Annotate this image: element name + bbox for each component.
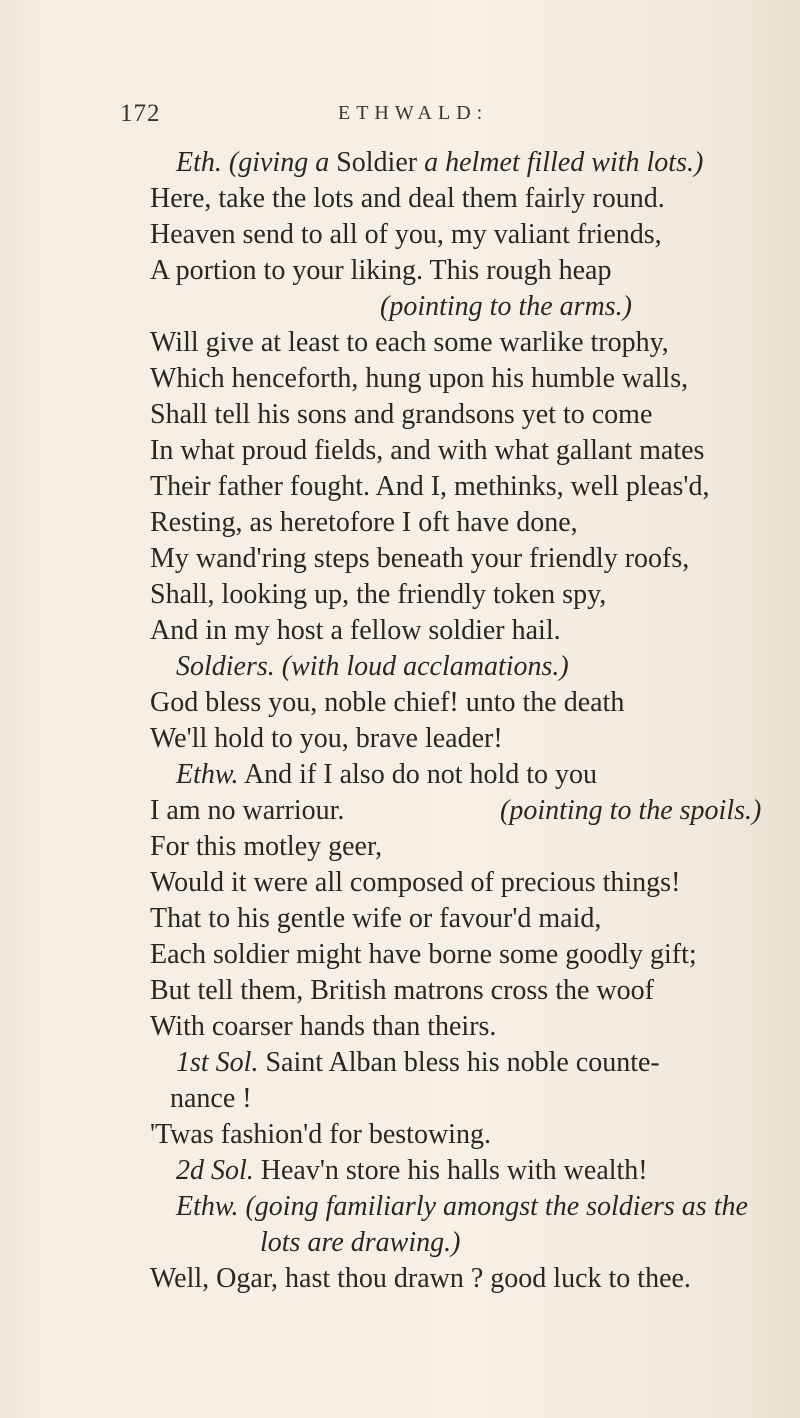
- stage-direction: (with loud acclamations.): [281, 651, 569, 682]
- page-number: 172: [120, 100, 161, 127]
- page-header: [120, 100, 720, 140]
- speaker-name: Soldiers.: [176, 651, 275, 682]
- stage-direction: lots are drawing.): [260, 1227, 461, 1258]
- verse-line: We'll hold to you, brave leader!: [150, 723, 503, 754]
- verse-line: nance !: [170, 1083, 252, 1114]
- running-head: ETHWALD:: [338, 102, 489, 124]
- verse-line: 'Twas fashion'd for bestowing.: [150, 1119, 491, 1150]
- verse-line: Resting, as heretofore I oft have done,: [150, 507, 578, 538]
- verse-line: My wand'ring steps beneath your friendly roofs,: [150, 543, 690, 574]
- verse-line: That to his gentle wife or favour'd maid,: [150, 903, 602, 934]
- verse-line: Would it were all composed of precious things!: [150, 867, 681, 898]
- speaker-name: 1st Sol.: [176, 1047, 259, 1078]
- stage-direction: (giving a: [228, 147, 330, 178]
- stage-direction: a helmet filled with lots.): [424, 147, 704, 178]
- verse-text: I am no warriour.: [150, 795, 345, 826]
- verse-line: God bless you, noble chief! unto the death: [150, 687, 625, 718]
- verse-line: Their father fought. And I, methinks, well pleas'd,: [150, 471, 710, 502]
- verse-line: Shall tell his sons and grandsons yet to come: [150, 399, 653, 430]
- verse-line: Will give at least to each some warlike trophy,: [150, 327, 669, 358]
- verse-line: For this motley geer,: [150, 831, 383, 862]
- verse-line: Here, take the lots and deal them fairly round.: [150, 183, 665, 214]
- verse-line: A portion to your liking. This rough heap: [150, 255, 612, 286]
- verse-line: With coarser hands than theirs.: [150, 1011, 497, 1042]
- text-line: [150, 1153, 770, 1189]
- text-line: [150, 1189, 770, 1225]
- verse-line: Shall, looking up, the friendly token spy,: [150, 579, 607, 610]
- text-line: [150, 145, 770, 181]
- speaker-name: Eth.: [176, 147, 222, 178]
- verse-line: In what proud fields, and with what gallant mates: [150, 435, 705, 466]
- text-line: [150, 649, 770, 685]
- verse-text: And if I also do not hold to you: [243, 759, 598, 790]
- text-line: [150, 1045, 770, 1081]
- verse-text: Saint Alban bless his noble counte-: [265, 1047, 660, 1078]
- verse-line: Which henceforth, hung upon his humble walls,: [150, 363, 689, 394]
- stage-direction: (going familiarly amongst the soldiers as the: [245, 1191, 748, 1222]
- verse-line: Heaven send to all of you, my valiant friends,: [150, 219, 662, 250]
- verse-text: Heav'n store his halls with wealth!: [260, 1155, 648, 1186]
- play-text: [150, 145, 770, 1297]
- speaker-name: 2d Sol.: [176, 1155, 254, 1186]
- stage-direction: (pointing to the arms.): [380, 291, 632, 322]
- verse-line: Each soldier might have borne some goodly gift;: [150, 939, 697, 970]
- speaker-name: Ethw.: [176, 759, 239, 790]
- speaker-name: Ethw.: [176, 1191, 239, 1222]
- stage-direction: (pointing to the spoils.): [500, 795, 762, 826]
- stage-direction-plain: Soldier: [336, 147, 418, 178]
- text-line: [150, 793, 770, 829]
- text-line: [150, 757, 770, 793]
- verse-line: And in my host a fellow soldier hail.: [150, 615, 561, 646]
- verse-line: But tell them, British matrons cross the woof: [150, 975, 654, 1006]
- verse-line: Well, Ogar, hast thou drawn ? good luck to thee.: [150, 1263, 691, 1294]
